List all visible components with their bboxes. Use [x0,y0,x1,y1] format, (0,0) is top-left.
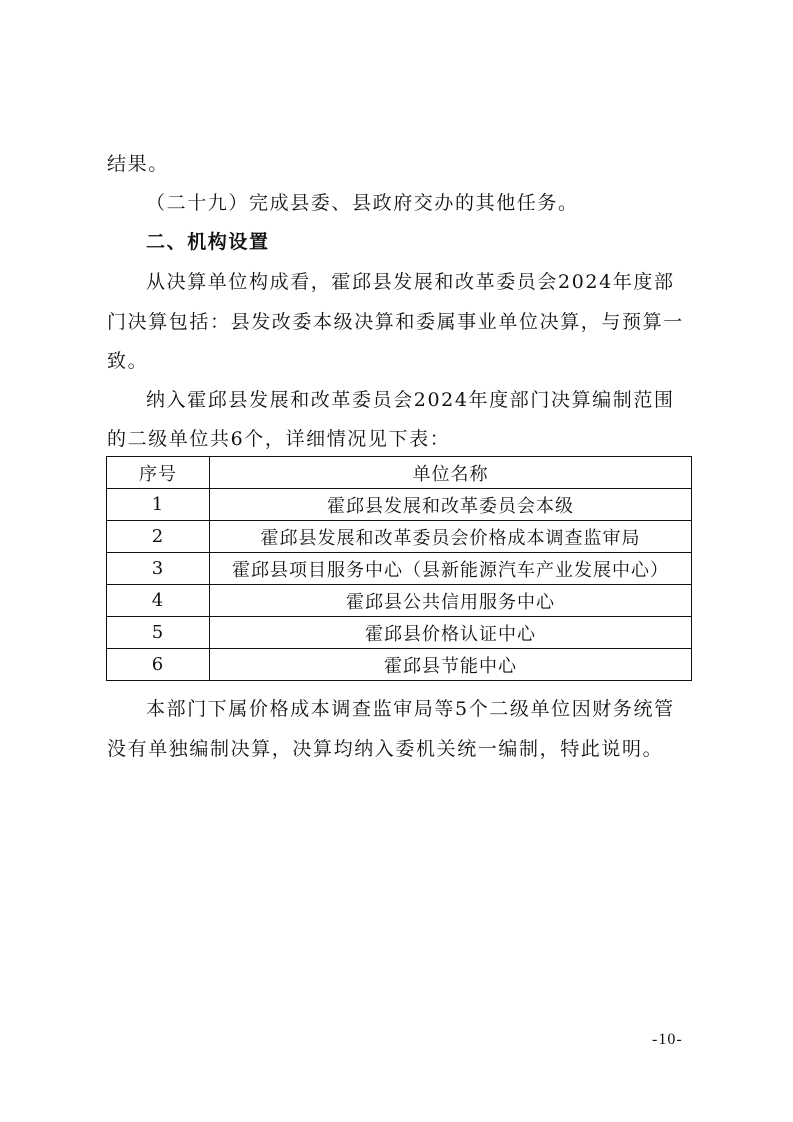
table-row [107,489,692,521]
header-no: 序号 [107,457,210,489]
row-name: 霍邱县节能中心 [210,649,692,681]
table-row [107,585,692,617]
paragraph-note-line2: 没有单独编制决算，决算均纳入委机关统一编制，特此说明。 [107,738,664,760]
header-name: 单位名称 [210,457,692,489]
page-number: -10- [652,1031,683,1048]
table-row [107,521,692,553]
paragraph-task-29: （二十九）完成县委、县政府交办的其他任务。 [146,192,579,214]
row-no: 2 [107,521,210,553]
row-no: 1 [107,489,210,521]
row-no: 5 [107,617,210,649]
paragraph-composition-line2: 门决算包括：县发改委本级决算和委属事业单位决算，与预算一 [107,311,684,333]
paragraph-composition-line3: 致。 [107,350,149,372]
row-no: 4 [107,585,210,617]
table-row [107,649,692,681]
row-name: 霍邱县公共信用服务中心 [210,585,692,617]
paragraph-composition-line1: 从决算单位构成看，霍邱县发展和改革委员会2024年度部 [146,271,675,293]
row-name: 霍邱县项目服务中心（县新能源汽车产业发展中心） [210,553,692,585]
table-row [107,617,692,649]
paragraph-scope-line1: 纳入霍邱县发展和改革委员会2024年度部门决算编制范围 [146,389,675,411]
paragraph-result: 结果。 [107,153,169,175]
table-row [107,553,692,585]
row-name: 霍邱县发展和改革委员会价格成本调查监审局 [210,521,692,553]
table-header-row [107,457,692,489]
section-heading: 二、机构设置 [146,231,270,253]
row-no: 6 [107,649,210,681]
row-name: 霍邱县价格认证中心 [210,617,692,649]
row-no: 3 [107,553,210,585]
units-table [106,456,692,681]
paragraph-scope-line2: 的二级单位共6个，详细情况见下表： [107,428,451,450]
row-name: 霍邱县发展和改革委员会本级 [210,489,692,521]
paragraph-note-line1: 本部门下属价格成本调查监审局等5个二级单位因财务统管 [146,698,675,720]
